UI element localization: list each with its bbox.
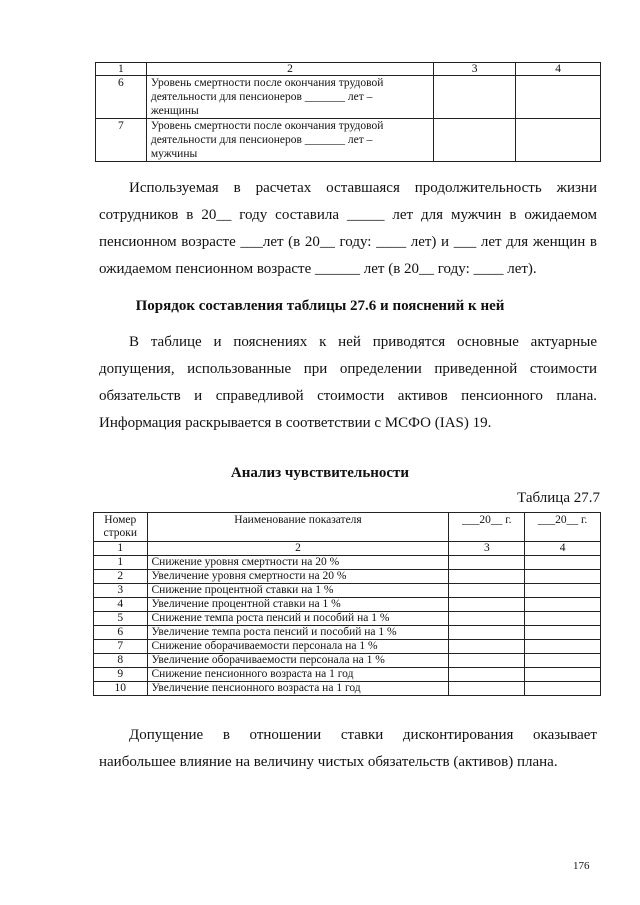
header-cell: [94, 513, 148, 542]
header-cell: 1: [94, 542, 148, 556]
row-label-line: мужчины: [150, 148, 198, 160]
row-label: Увеличение пенсионного возраста на 1 год: [147, 682, 449, 696]
value-cell: [449, 570, 525, 584]
value-cell: [525, 682, 601, 696]
section-heading: Анализ чувствительности: [230, 465, 410, 481]
table-row: [94, 612, 601, 626]
table-row: [94, 682, 601, 696]
row-label: [146, 119, 433, 162]
header-cell: 4: [525, 542, 601, 556]
table-row: [96, 119, 601, 162]
paragraph-line: пенсионном возрасте ___лет (в 20__ году: ____ лет) и ___ лет для женщин в: [99, 234, 597, 250]
header-cell: Наименование показателя: [147, 513, 449, 542]
value-cell: [449, 612, 525, 626]
table-row: [94, 626, 601, 640]
row-label-line: Уровень смертности после окончания трудовой: [150, 77, 384, 89]
row-label: Снижение оборачиваемости персонала на 1 %: [147, 640, 449, 654]
value-cell: [525, 654, 601, 668]
value-cell: [525, 556, 601, 570]
header-cell: 2: [147, 542, 449, 556]
value-cell: [434, 119, 516, 162]
table-row: [94, 556, 601, 570]
paragraph-line: Информация раскрывается в соответствии с МСФО (IAS) 19.: [99, 415, 492, 431]
paragraph-line: ожидаемом пенсионном возрасте ______ лет (в 20__ году: ____ лет).: [99, 261, 537, 277]
value-cell: [449, 668, 525, 682]
header-cell: 3: [449, 542, 525, 556]
header-cell: ___20__ г.: [525, 513, 601, 542]
paragraph-line: допущения, использованные при определении приведенной стоимости: [99, 361, 597, 377]
value-cell: [525, 612, 601, 626]
table-header-row: [94, 513, 601, 542]
row-number: 8: [94, 654, 148, 668]
value-cell: [525, 640, 601, 654]
header-line: Номер: [104, 514, 137, 526]
row-label: Снижение пенсионного возраста на 1 год: [147, 668, 449, 682]
row-number: 9: [94, 668, 148, 682]
value-cell: [434, 76, 516, 119]
row-label: Увеличение уровня смертности на 20 %: [147, 570, 449, 584]
value-cell: [449, 682, 525, 696]
value-cell: [449, 626, 525, 640]
paragraph-line: Допущение в отношении ставки дисконтирования оказывает: [129, 727, 597, 743]
value-cell: [525, 668, 601, 682]
table-row: [94, 640, 601, 654]
value-cell: [449, 598, 525, 612]
row-label: Снижение процентной ставки на 1 %: [147, 584, 449, 598]
table-row: [94, 570, 601, 584]
paragraph-line: сотрудников в 20__ году составила _____ лет для мужчин в ожидаемом: [99, 207, 597, 223]
header-cell: 2: [146, 63, 433, 76]
table-header-row: [96, 63, 601, 76]
paragraph-line: В таблице и пояснениях к ней приводятся основные актуарные: [129, 334, 597, 350]
row-label: Увеличение оборачиваемости персонала на 1 %: [147, 654, 449, 668]
value-cell: [449, 654, 525, 668]
row-label: Увеличение темпа роста пенсий и пособий на 1 %: [147, 626, 449, 640]
section-heading: Порядок составления таблицы 27.6 и пояснений к ней: [135, 298, 505, 314]
row-number: 2: [94, 570, 148, 584]
row-number: 10: [94, 682, 148, 696]
row-number: 5: [94, 612, 148, 626]
value-cell: [525, 598, 601, 612]
row-number: 3: [94, 584, 148, 598]
row-label-line: деятельности для пенсионеров _______ лет –: [150, 91, 373, 103]
header-cell: ___20__ г.: [449, 513, 525, 542]
paragraph-line: наибольшее влияние на величину чистых обязательств (активов) плана.: [99, 754, 558, 770]
life-expectancy-paragraph: [99, 175, 597, 283]
header-cell: 4: [516, 63, 601, 76]
value-cell: [516, 119, 601, 162]
value-cell: [449, 556, 525, 570]
row-label: Снижение темпа роста пенсий и пособий на 1 %: [147, 612, 449, 626]
paragraph-line: Используемая в расчетах оставшаяся продолжительность жизни: [129, 180, 597, 196]
row-label: Увеличение процентной ставки на 1 %: [147, 598, 449, 612]
mortality-table: [95, 62, 601, 162]
value-cell: [516, 76, 601, 119]
value-cell: [525, 626, 601, 640]
row-label-line: деятельности для пенсионеров _______ лет –: [150, 134, 373, 146]
value-cell: [449, 640, 525, 654]
table-caption: Таблица 27.7: [517, 490, 600, 506]
page-number: 176: [573, 860, 590, 872]
table-row: [94, 598, 601, 612]
table-row: [94, 654, 601, 668]
paragraph-line: обязательств и справедливой стоимости активов пенсионного плана.: [99, 388, 597, 404]
conclusion-paragraph: [99, 722, 597, 776]
row-number: 7: [96, 119, 147, 162]
header-cell: 1: [96, 63, 147, 76]
row-label: Снижение уровня смертности на 20 %: [147, 556, 449, 570]
row-label-line: женщины: [150, 105, 199, 117]
row-number: 7: [94, 640, 148, 654]
header-cell: 3: [434, 63, 516, 76]
row-label-line: Уровень смертности после окончания трудовой: [150, 120, 384, 132]
table-row: [94, 668, 601, 682]
header-line: строки: [103, 527, 138, 539]
row-number: 4: [94, 598, 148, 612]
value-cell: [525, 570, 601, 584]
description-paragraph: [99, 329, 597, 437]
table-row: [96, 76, 601, 119]
value-cell: [449, 584, 525, 598]
sensitivity-table: [93, 512, 601, 696]
row-number: 6: [94, 626, 148, 640]
row-number: 6: [96, 76, 147, 119]
table-row: [94, 584, 601, 598]
row-label: [146, 76, 433, 119]
value-cell: [525, 584, 601, 598]
column-number-row: [94, 542, 601, 556]
row-number: 1: [94, 556, 148, 570]
